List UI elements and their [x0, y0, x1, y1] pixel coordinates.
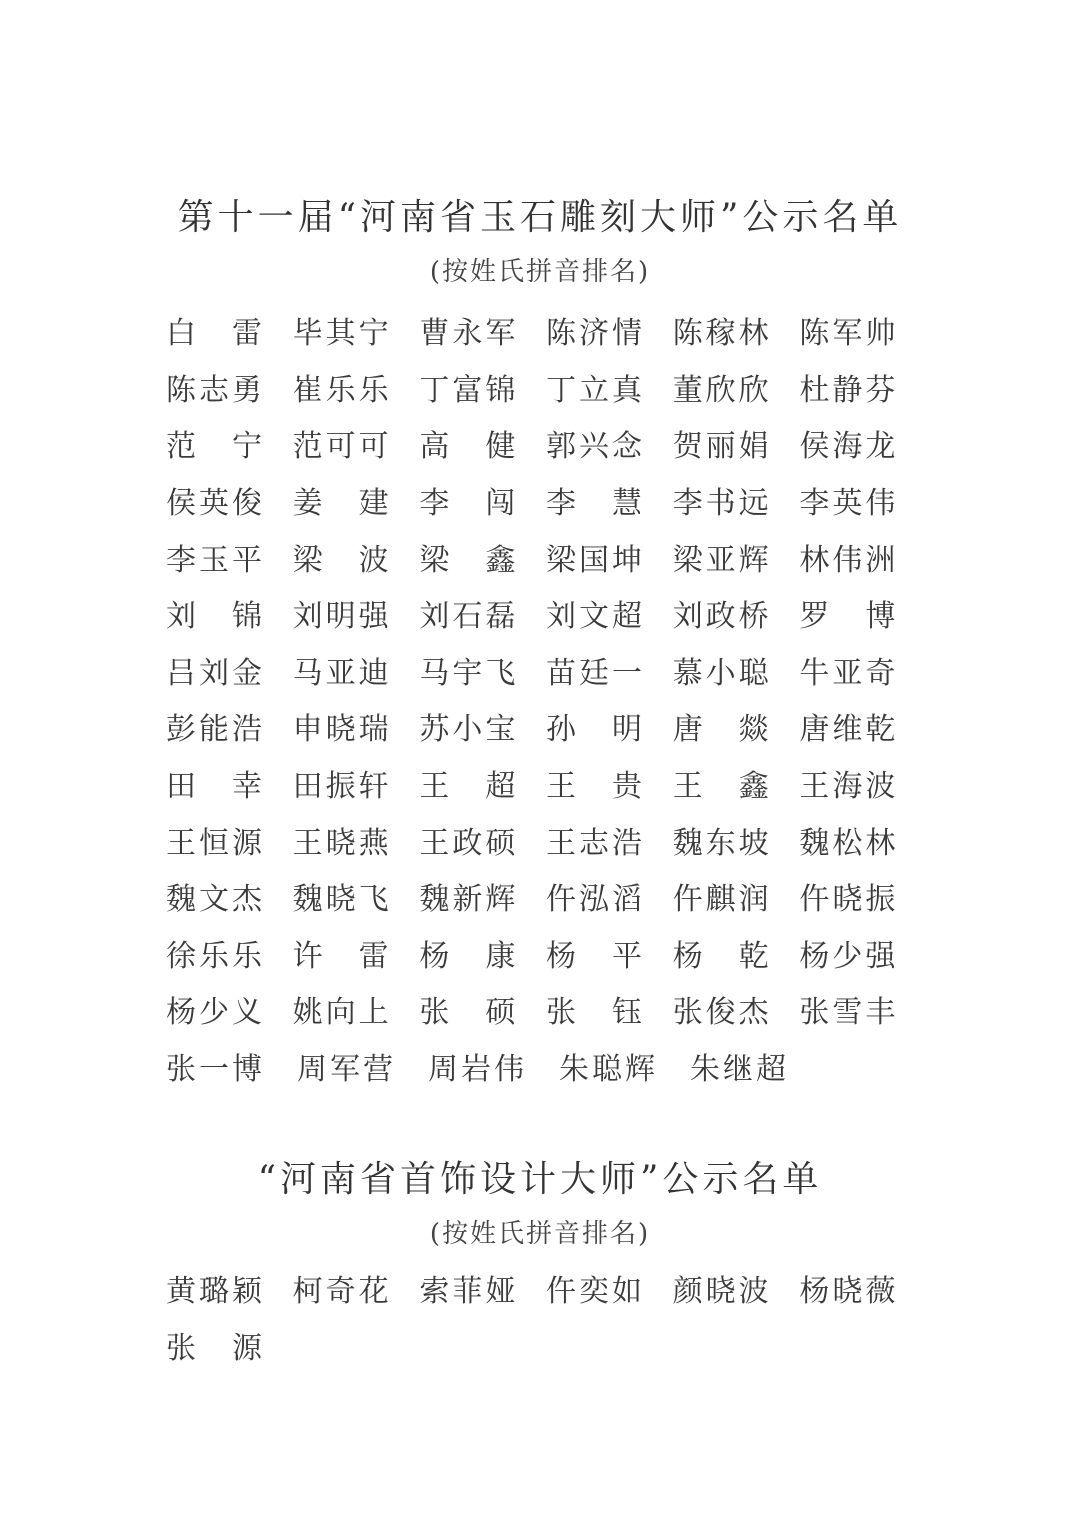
name-text — [419, 427, 515, 467]
name-row — [166, 306, 926, 363]
name-entry — [428, 1050, 559, 1090]
section-subtitle: (按姓氏拼音排名) — [429, 257, 651, 287]
name-entry — [799, 767, 926, 807]
name-text: 杨少强 — [799, 938, 899, 974]
name-text: 丁富锦 — [419, 372, 519, 408]
name-char: 张 — [419, 995, 450, 1031]
name-text — [166, 427, 262, 467]
name-char: 鑫 — [485, 542, 516, 578]
name-text: 申晓瑞 — [292, 712, 392, 748]
name-text — [293, 937, 389, 977]
name-entry — [293, 767, 420, 807]
name-entry — [293, 1272, 420, 1312]
name-row — [166, 1042, 926, 1099]
section-jewelry-design-masters — [0, 1152, 1080, 1377]
name-text: 王恒源 — [166, 825, 265, 861]
name-char: 雷 — [232, 316, 262, 352]
name-text: 仵奕如 — [546, 1274, 646, 1310]
name-char: 超 — [485, 769, 516, 805]
name-entry — [419, 767, 546, 807]
name-entry — [166, 1329, 297, 1369]
name-text: 仵晓振 — [799, 882, 899, 918]
name-char: 梁 — [419, 542, 450, 578]
name-entry — [673, 314, 800, 354]
name-char: 王 — [419, 769, 450, 805]
name-text — [546, 484, 642, 524]
name-entry — [419, 824, 546, 864]
name-entry — [799, 541, 926, 581]
name-entry — [546, 541, 673, 581]
name-row — [166, 589, 926, 646]
name-entry — [673, 371, 800, 411]
name-text: 陈稼林 — [672, 316, 772, 352]
name-text: 李英伟 — [799, 486, 899, 522]
name-entry — [799, 710, 926, 750]
name-entry — [673, 767, 800, 807]
name-entry — [293, 937, 420, 977]
name-entry — [546, 824, 673, 864]
name-entry — [166, 427, 293, 467]
name-row — [166, 476, 926, 533]
name-char: 王 — [672, 769, 703, 805]
name-entry — [293, 371, 420, 411]
name-text: 慕小聪 — [672, 655, 772, 691]
name-char: 硕 — [485, 995, 516, 1031]
name-text — [546, 710, 642, 750]
name-text: 曹永军 — [419, 316, 519, 352]
name-entry — [419, 484, 546, 524]
name-text: 梁亚辉 — [672, 542, 772, 578]
name-text — [166, 767, 262, 807]
name-entry — [673, 427, 800, 467]
name-char: 明 — [612, 712, 643, 748]
name-text: 姚向上 — [292, 995, 392, 1031]
name-row — [166, 1264, 926, 1321]
name-row — [166, 419, 926, 476]
name-entry — [799, 993, 926, 1033]
name-text: 陈志勇 — [166, 372, 265, 408]
name-char: 乾 — [738, 938, 769, 974]
name-entry — [546, 427, 673, 467]
name-char: 建 — [358, 486, 389, 522]
name-text — [673, 937, 769, 977]
name-entry — [419, 314, 546, 354]
name-text — [546, 767, 642, 807]
name-text — [419, 484, 515, 524]
name-entry — [799, 427, 926, 467]
name-char: 王 — [546, 769, 577, 805]
name-char: 锦 — [232, 599, 262, 635]
name-text: 苏小宝 — [419, 712, 519, 748]
name-char: 张 — [546, 995, 577, 1031]
name-entry — [166, 1272, 293, 1312]
name-text: 毕其宁 — [292, 316, 392, 352]
name-text — [419, 993, 515, 1033]
name-char: 康 — [485, 938, 516, 974]
name-entry — [293, 880, 420, 920]
name-text: 苗廷一 — [546, 655, 646, 691]
name-entry — [673, 993, 800, 1033]
name-text: 仵泓滔 — [546, 882, 646, 918]
name-text: 王志浩 — [546, 825, 646, 861]
name-row — [166, 929, 926, 986]
name-entry — [546, 767, 673, 807]
name-row — [166, 532, 926, 589]
name-text — [546, 993, 642, 1033]
name-text: 董欣欣 — [672, 372, 772, 408]
name-entry — [799, 484, 926, 524]
name-text: 牛亚奇 — [799, 655, 899, 691]
name-text: 刘政桥 — [672, 599, 772, 635]
name-text: 侯海龙 — [799, 429, 899, 465]
name-char: 李 — [546, 486, 577, 522]
name-row — [166, 646, 926, 703]
name-text: 周岩伟 — [428, 1052, 527, 1088]
name-entry — [166, 484, 293, 524]
name-entry — [799, 824, 926, 864]
name-entry — [166, 710, 293, 750]
name-text: 魏东坡 — [672, 825, 772, 861]
name-text: 刘明强 — [292, 599, 392, 635]
name-text — [166, 1329, 262, 1369]
name-entry — [546, 597, 673, 637]
name-char: 许 — [292, 938, 323, 974]
name-entry — [546, 937, 673, 977]
name-entry — [799, 314, 926, 354]
name-entry — [673, 937, 800, 977]
name-text — [673, 710, 769, 750]
name-text: 周军营 — [297, 1052, 396, 1088]
name-char: 杨 — [672, 938, 703, 974]
section-jade-carving-masters — [0, 190, 1080, 1098]
name-entry — [166, 767, 293, 807]
name-text: 唐维乾 — [799, 712, 899, 748]
name-text: 李玉平 — [166, 542, 265, 578]
name-entry — [546, 1272, 673, 1312]
name-text — [293, 541, 389, 581]
name-text: 马亚迪 — [292, 655, 392, 691]
name-char: 杨 — [419, 938, 450, 974]
name-entry — [673, 710, 800, 750]
name-entry — [546, 710, 673, 750]
name-entry — [166, 824, 293, 864]
name-entry — [293, 993, 420, 1033]
name-entry — [546, 314, 673, 354]
name-char: 燚 — [738, 712, 769, 748]
name-text: 范可可 — [292, 429, 392, 465]
name-char: 田 — [166, 769, 196, 805]
name-row — [166, 363, 926, 420]
name-char: 闯 — [485, 486, 516, 522]
name-char: 梁 — [292, 542, 323, 578]
name-text — [166, 597, 262, 637]
name-entry — [559, 1050, 690, 1090]
name-entry — [419, 993, 546, 1033]
name-entry — [419, 371, 546, 411]
name-text: 索菲娅 — [419, 1274, 519, 1310]
name-text: 魏新辉 — [419, 882, 519, 918]
name-entry — [166, 371, 293, 411]
section-subtitle: (按姓氏拼音排名) — [429, 1219, 651, 1249]
name-text: 王晓燕 — [292, 825, 392, 861]
name-char: 姜 — [292, 486, 323, 522]
name-text: 郭兴念 — [546, 429, 646, 465]
name-text: 黄璐颖 — [166, 1274, 265, 1310]
name-char: 博 — [865, 599, 896, 635]
name-char: 刘 — [166, 599, 196, 635]
name-char: 慧 — [612, 486, 643, 522]
name-entry — [293, 654, 420, 694]
name-entry — [419, 1272, 546, 1312]
name-row — [166, 1321, 926, 1378]
name-entry — [673, 880, 800, 920]
name-entry — [419, 880, 546, 920]
name-char: 白 — [166, 316, 196, 352]
name-text: 魏文杰 — [166, 882, 265, 918]
name-entry — [166, 993, 293, 1033]
name-entry — [799, 597, 926, 637]
section-title: “河南省首饰设计大师”公示名单 — [257, 1159, 823, 1200]
name-char: 张 — [166, 1330, 196, 1366]
name-char: 唐 — [672, 712, 703, 748]
name-text: 杨晓薇 — [799, 1274, 899, 1310]
name-text — [419, 767, 515, 807]
name-text: 杨少义 — [166, 995, 265, 1031]
name-text: 张雪丰 — [799, 995, 899, 1031]
name-text — [419, 541, 515, 581]
name-list — [166, 1264, 926, 1377]
name-text: 梁国坤 — [546, 542, 646, 578]
name-entry — [673, 654, 800, 694]
name-text: 丁立真 — [546, 372, 646, 408]
name-text: 林伟洲 — [799, 542, 899, 578]
name-row — [166, 815, 926, 872]
name-text: 朱继超 — [690, 1052, 789, 1088]
name-entry — [546, 654, 673, 694]
name-text: 吕刘金 — [166, 655, 265, 691]
name-char: 范 — [166, 429, 196, 465]
name-char: 波 — [358, 542, 389, 578]
name-text: 魏松林 — [799, 825, 899, 861]
name-char: 李 — [419, 486, 450, 522]
name-text: 徐乐乐 — [166, 938, 265, 974]
name-entry — [673, 824, 800, 864]
name-char: 平 — [612, 938, 643, 974]
name-entry — [673, 1272, 800, 1312]
name-text: 贺丽娟 — [672, 429, 772, 465]
name-text: 田振轩 — [292, 769, 392, 805]
name-text: 崔乐乐 — [292, 372, 392, 408]
name-char: 杨 — [546, 938, 577, 974]
name-text: 张一博 — [166, 1052, 265, 1088]
name-text: 陈济情 — [546, 316, 646, 352]
name-entry — [799, 880, 926, 920]
name-entry — [293, 824, 420, 864]
name-entry — [293, 710, 420, 750]
name-entry — [419, 427, 546, 467]
name-char: 宁 — [232, 429, 262, 465]
name-entry — [293, 541, 420, 581]
name-row — [166, 702, 926, 759]
section-title: 第十一届“河南省玉石雕刻大师”公示名单 — [177, 197, 903, 238]
name-text — [673, 767, 769, 807]
name-char: 罗 — [799, 599, 830, 635]
name-entry — [166, 597, 293, 637]
name-entry — [690, 1050, 821, 1090]
name-row — [166, 985, 926, 1042]
name-char: 幸 — [232, 769, 262, 805]
name-entry — [419, 937, 546, 977]
name-text: 陈军帅 — [799, 316, 899, 352]
name-text: 柯奇花 — [292, 1274, 392, 1310]
name-entry — [293, 484, 420, 524]
name-entry — [546, 484, 673, 524]
name-entry — [166, 314, 293, 354]
name-entry — [799, 371, 926, 411]
name-text: 朱聪辉 — [559, 1052, 658, 1088]
name-text: 李书远 — [672, 486, 772, 522]
name-entry — [673, 484, 800, 524]
name-char: 钰 — [612, 995, 643, 1031]
name-char: 健 — [485, 429, 516, 465]
name-entry — [293, 597, 420, 637]
name-text — [546, 937, 642, 977]
name-list — [166, 306, 926, 1098]
name-entry — [419, 541, 546, 581]
name-entry — [293, 314, 420, 354]
name-entry — [546, 993, 673, 1033]
name-entry — [166, 654, 293, 694]
name-entry — [419, 710, 546, 750]
name-entry — [166, 1050, 297, 1090]
name-text — [799, 597, 895, 637]
name-text: 魏晓飞 — [292, 882, 392, 918]
name-entry — [166, 541, 293, 581]
name-entry — [546, 880, 673, 920]
name-entry — [166, 880, 293, 920]
name-entry — [297, 1050, 428, 1090]
name-text: 侯英俊 — [166, 486, 265, 522]
name-entry — [673, 541, 800, 581]
name-text — [293, 484, 389, 524]
name-entry — [419, 654, 546, 694]
name-entry — [293, 427, 420, 467]
name-entry — [799, 937, 926, 977]
name-entry — [673, 597, 800, 637]
name-text: 彭能浩 — [166, 712, 265, 748]
name-char: 源 — [232, 1330, 262, 1366]
name-entry — [799, 1272, 926, 1312]
name-text: 张俊杰 — [672, 995, 772, 1031]
name-text: 刘文超 — [546, 599, 646, 635]
name-text — [419, 937, 515, 977]
name-text: 杜静芬 — [799, 372, 899, 408]
name-char: 鑫 — [738, 769, 769, 805]
name-text: 颜晓波 — [672, 1274, 772, 1310]
name-text: 王海波 — [799, 769, 899, 805]
name-char: 高 — [419, 429, 450, 465]
name-entry — [799, 654, 926, 694]
name-char: 贵 — [612, 769, 643, 805]
name-text: 刘石磊 — [419, 599, 519, 635]
name-row — [166, 872, 926, 929]
name-text: 王政硕 — [419, 825, 519, 861]
name-char: 雷 — [358, 938, 389, 974]
name-row — [166, 759, 926, 816]
name-text: 仵麒润 — [672, 882, 772, 918]
name-entry — [546, 371, 673, 411]
name-text: 马宇飞 — [419, 655, 519, 691]
name-char: 孙 — [546, 712, 577, 748]
name-text — [166, 314, 262, 354]
name-entry — [166, 937, 293, 977]
name-entry — [419, 597, 546, 637]
